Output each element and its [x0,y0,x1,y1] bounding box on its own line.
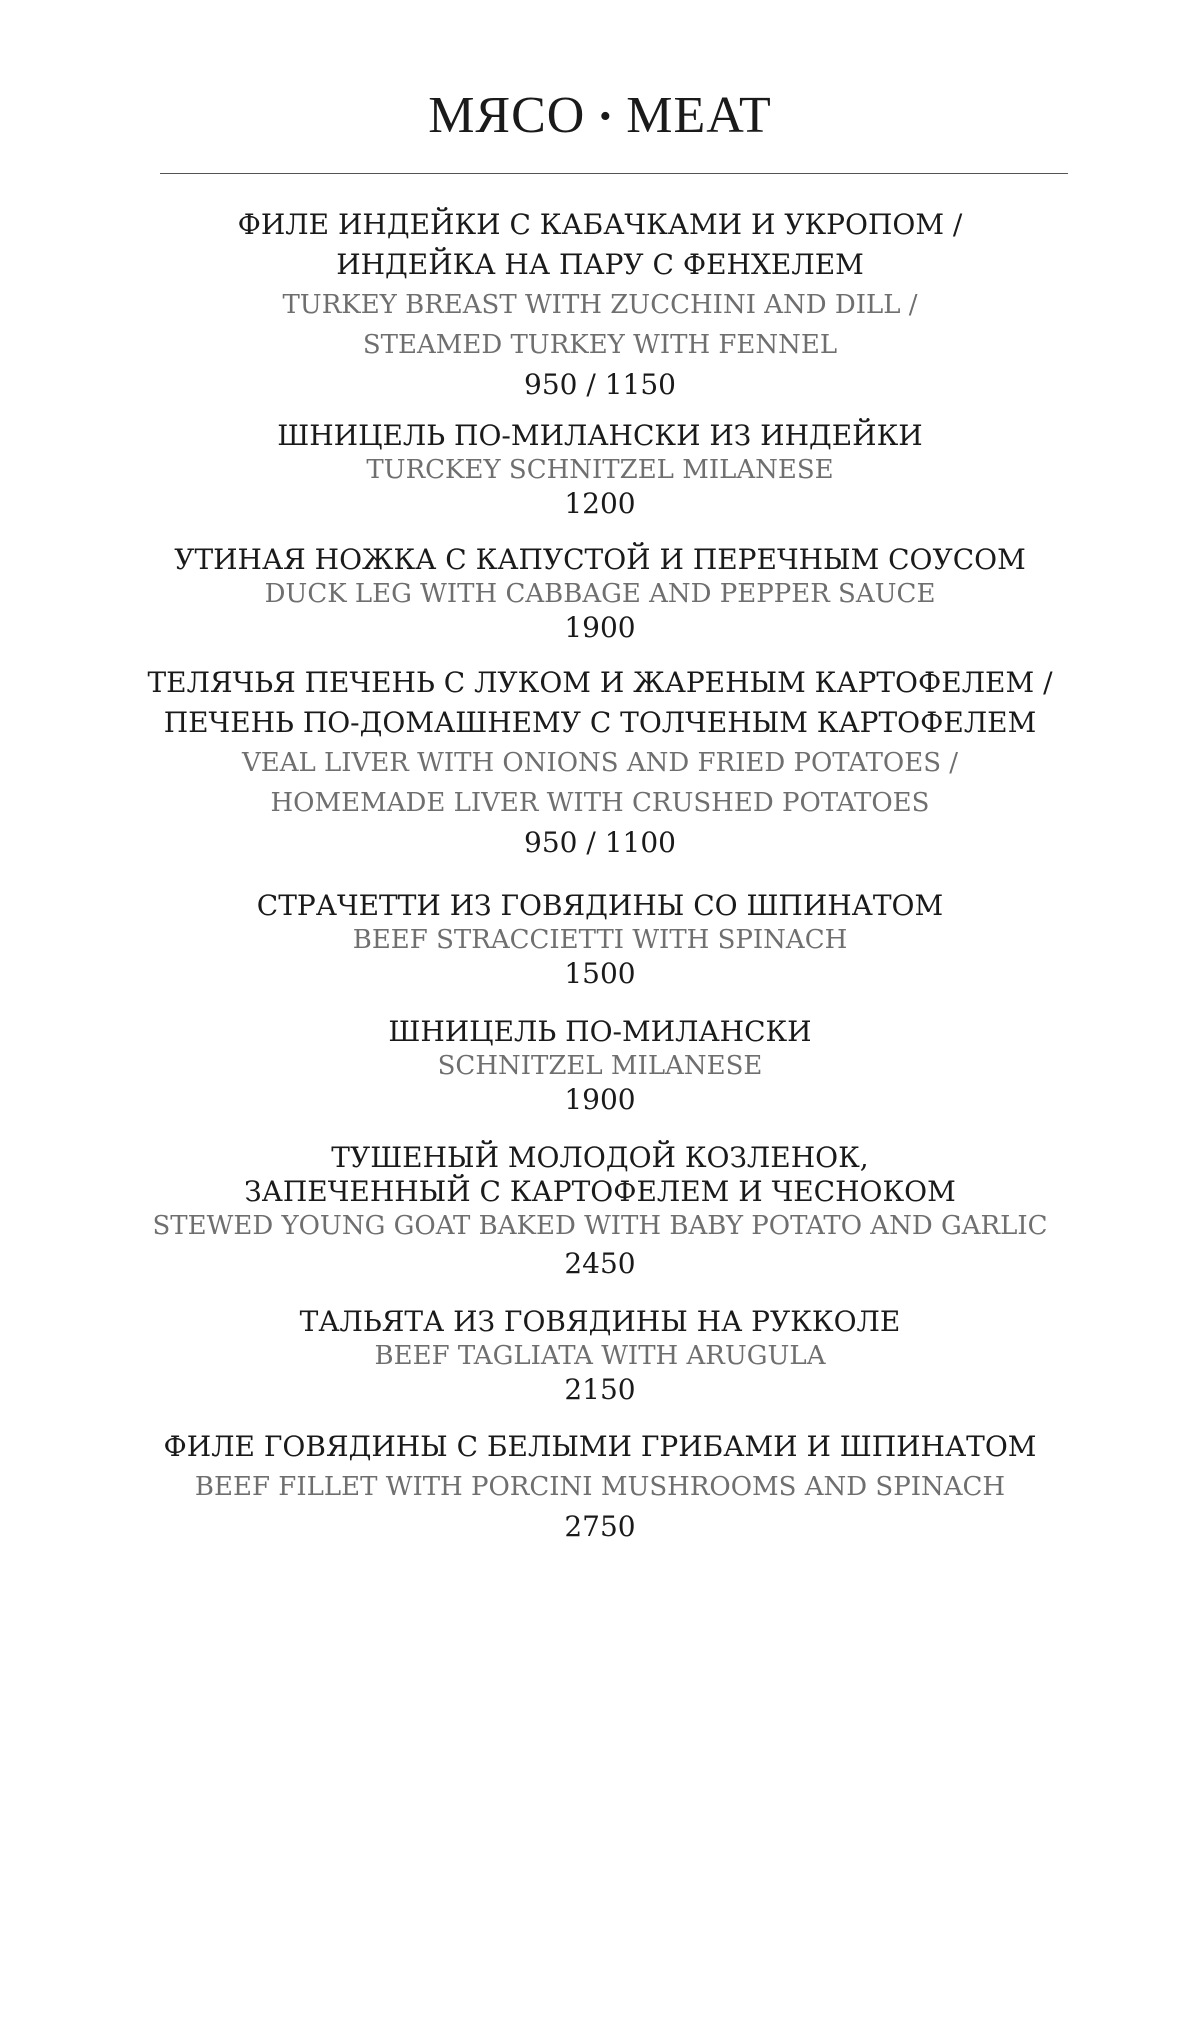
dish-name-en: VEAL LIVER WITH ONIONS AND FRIED POTATOES / [241,748,959,778]
menu-item [0,205,1200,405]
menu-item [0,1141,1200,1285]
dish-name-en: SCHNITZEL MILANESE [437,1051,763,1081]
dish-price: 1900 [564,1083,636,1116]
menu-items-list [0,205,1200,1547]
menu-item [0,663,1200,863]
title-separator-bullet: • [599,98,613,136]
dish-name-en: TURCKEY SCHNITZEL MILANESE [366,455,834,485]
page-title [0,84,1200,152]
dish-name-en: BEEF TAGLIATA WITH ARUGULA [374,1341,826,1371]
dish-name-en: STEWED YOUNG GOAT BAKED WITH BABY POTATO AND GARLIC [152,1211,1048,1241]
dish-name-en: DUCK LEG WITH CABBAGE AND PEPPER SAUCE [264,579,936,609]
dish-name-ru: ИНДЕЙКА НА ПАРУ С ФЕНХЕЛЕМ [336,248,864,281]
dish-price: 1900 [564,611,636,644]
dish-price: 2450 [564,1247,636,1280]
dish-name-ru: УТИНАЯ НОЖКА С КАПУСТОЙ И ПЕРЕЧНЫМ СОУСОМ [174,543,1026,576]
menu-item [0,889,1200,991]
dish-name-ru: ТАЛЬЯТА ИЗ ГОВЯДИНЫ НА РУККОЛЕ [299,1305,901,1338]
dish-name-ru: ШНИЦЕЛЬ ПО-МИЛАНСКИ ИЗ ИНДЕЙКИ [277,419,923,452]
menu-item [0,543,1200,645]
dish-price: 950 / 1150 [524,368,676,401]
dish-name-en: BEEF FILLET WITH PORCINI MUSHROOMS AND SPINACH [194,1472,1006,1502]
title-en: MEAT [626,87,772,144]
dish-name-en: HOMEMADE LIVER WITH CRUSHED POTATOES [270,788,930,818]
dish-name-ru: ШНИЦЕЛЬ ПО-МИЛАНСКИ [388,1015,812,1048]
dish-name-ru: ТУШЕНЫЙ МОЛОДОЙ КОЗЛЕНОК, [331,1141,869,1174]
dish-name-en: BEEF STRACCIETTI WITH SPINACH [352,925,848,955]
title-divider [160,173,1068,174]
dish-name-ru: ЗАПЕЧЕННЫЙ С КАРТОФЕЛЕМ И ЧЕСНОКОМ [244,1175,956,1208]
dish-price: 2150 [564,1373,636,1406]
dish-name-en: STEAMED TURKEY WITH FENNEL [362,330,838,360]
dish-price: 950 / 1100 [524,826,676,859]
dish-name-ru: СТРАЧЕТТИ ИЗ ГОВЯДИНЫ СО ШПИНАТОМ [256,889,944,922]
menu-item [0,1305,1200,1407]
menu-item [0,419,1200,521]
dish-price: 1500 [564,957,636,990]
title-ru: МЯСО [428,87,586,144]
menu-item [0,1427,1200,1547]
dish-name-en: TURKEY BREAST WITH ZUCCHINI AND DILL / [282,290,918,320]
dish-name-ru: ФИЛЕ ИНДЕЙКИ С КАБАЧКАМИ И УКРОПОМ / [237,208,963,241]
dish-name-ru: ТЕЛЯЧЬЯ ПЕЧЕНЬ С ЛУКОМ И ЖАРЕНЫМ КАРТОФЕЛЕМ / [147,666,1053,699]
dish-name-ru: ПЕЧЕНЬ ПО-ДОМАШНЕМУ С ТОЛЧЕНЫМ КАРТОФЕЛЕМ [163,706,1037,739]
menu-item [0,1015,1200,1117]
dish-name-ru: ФИЛЕ ГОВЯДИНЫ С БЕЛЫМИ ГРИБАМИ И ШПИНАТОМ [163,1430,1037,1463]
dish-price: 2750 [564,1510,636,1543]
dish-price: 1200 [564,487,636,520]
